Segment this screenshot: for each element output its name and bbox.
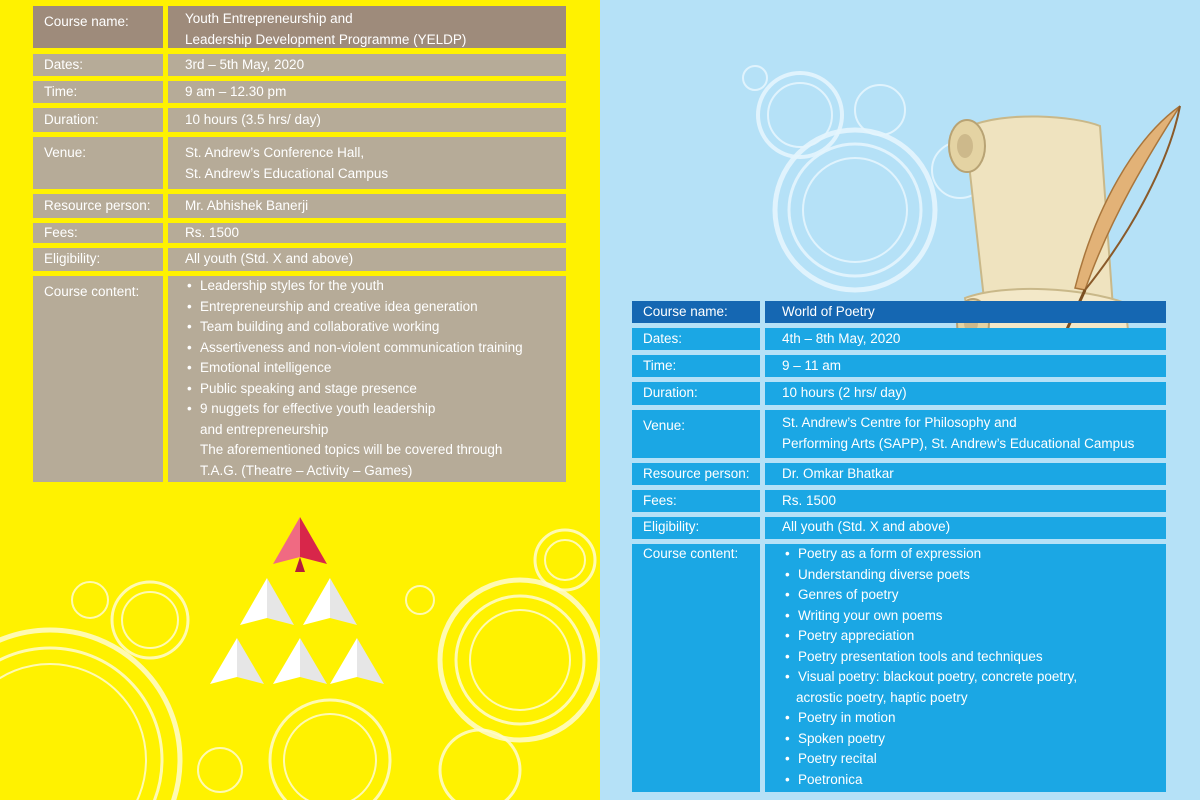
value-line: St. Andrew’s Educational Campus: [185, 165, 389, 181]
row-value: Rs. 1500: [765, 490, 1166, 512]
value-line: Leadership Development Programme (YELDP): [185, 31, 467, 47]
row-label: Dates:: [632, 328, 760, 350]
row-value: [168, 137, 566, 189]
list-item: • Spoken poetry: [783, 729, 1166, 750]
list-item: • Public speaking and stage presence: [185, 379, 566, 400]
list-item: • Visual poetry: blackout poetry, concrete poetry,: [783, 667, 1166, 688]
row-value: [765, 410, 1166, 458]
list-item: • Team building and collaborative working: [185, 317, 566, 338]
paper-planes-illustration: [205, 512, 395, 687]
row-label: Course name:: [632, 301, 760, 323]
row-label: Dates:: [33, 54, 163, 76]
row-value: 4th – 8th May, 2020: [765, 328, 1166, 350]
row-label: Time:: [632, 355, 760, 377]
list-item: • Emotional intelligence: [185, 358, 566, 379]
row-label: Eligibility:: [33, 248, 163, 271]
row-label: Course content:: [632, 544, 760, 792]
row-value: All youth (Std. X and above): [168, 248, 566, 271]
list-item: • Understanding diverse poets: [783, 565, 1166, 586]
row-label: Fees:: [33, 223, 163, 243]
row-label: Venue:: [632, 410, 760, 458]
row-value: Dr. Omkar Bhatkar: [765, 463, 1166, 485]
paper-plane-icon: [330, 638, 384, 684]
row-value: 3rd – 5th May, 2020: [168, 54, 566, 76]
course-note: The aforementioned topics will be covered through: [200, 442, 503, 457]
list-item-continuation: and entrepreneurship: [200, 421, 329, 437]
row-label: Eligibility:: [632, 517, 760, 539]
course-content-list: [783, 544, 1166, 790]
row-label: Fees:: [632, 490, 760, 512]
row-label: Resource person:: [33, 194, 163, 218]
value-line: Youth Entrepreneurship and: [185, 11, 353, 26]
row-value: [765, 544, 1166, 792]
list-item: • Entrepreneurship and creative idea generation: [185, 297, 566, 318]
list-item: • Leadership styles for the youth: [185, 276, 566, 297]
row-value: World of Poetry: [765, 301, 1166, 323]
list-item: • Poetry appreciation: [783, 626, 1166, 647]
value-line: Performing Arts (SAPP), St. Andrew’s Educational Campus: [782, 435, 1135, 451]
row-value: All youth (Std. X and above): [765, 517, 1166, 539]
row-value: 10 hours (3.5 hrs/ day): [168, 108, 566, 132]
list-item-continuation: acrostic poetry, haptic poetry: [796, 689, 968, 705]
list-item: • Assertiveness and non-violent communication training: [185, 338, 566, 359]
row-value: 9 am – 12.30 pm: [168, 81, 566, 103]
row-label: Time:: [33, 81, 163, 103]
row-label: Course content:: [33, 276, 163, 482]
paper-plane-icon: [210, 638, 264, 684]
paper-plane-icon: [303, 578, 357, 625]
paper-plane-icon: [273, 638, 327, 684]
list-item: • Writing your own poems: [783, 606, 1166, 627]
list-item: • Poetry presentation tools and techniques: [783, 647, 1166, 668]
value-line: St. Andrew’s Conference Hall,: [185, 145, 365, 160]
list-item: • Poetronica: [783, 770, 1166, 791]
paper-plane-icon: [240, 578, 294, 625]
row-label: Venue:: [33, 137, 163, 189]
list-item: • Poetry in motion: [783, 708, 1166, 729]
row-value: [168, 6, 566, 48]
row-value: 10 hours (2 hrs/ day): [765, 382, 1166, 405]
row-value: [168, 276, 566, 482]
row-label: Course name:: [33, 6, 163, 48]
list-item: • 9 nuggets for effective youth leadership: [185, 399, 566, 420]
list-item: • Poetry as a form of expression: [783, 544, 1166, 565]
row-value: 9 – 11 am: [765, 355, 1166, 377]
list-item: • Genres of poetry: [783, 585, 1166, 606]
row-value: Rs. 1500: [168, 223, 566, 243]
row-label: Resource person:: [632, 463, 760, 485]
leader-paper-plane-icon: [273, 517, 327, 572]
list-item: • Poetry recital: [783, 749, 1166, 770]
row-label: Duration:: [33, 108, 163, 132]
row-label: Duration:: [632, 382, 760, 405]
value-line: St. Andrew’s Centre for Philosophy and: [782, 415, 1017, 430]
course-content-list: [185, 276, 566, 481]
row-value: Mr. Abhishek Banerji: [168, 194, 566, 218]
course-note: T.A.G. (Theatre – Activity – Games): [200, 462, 413, 478]
